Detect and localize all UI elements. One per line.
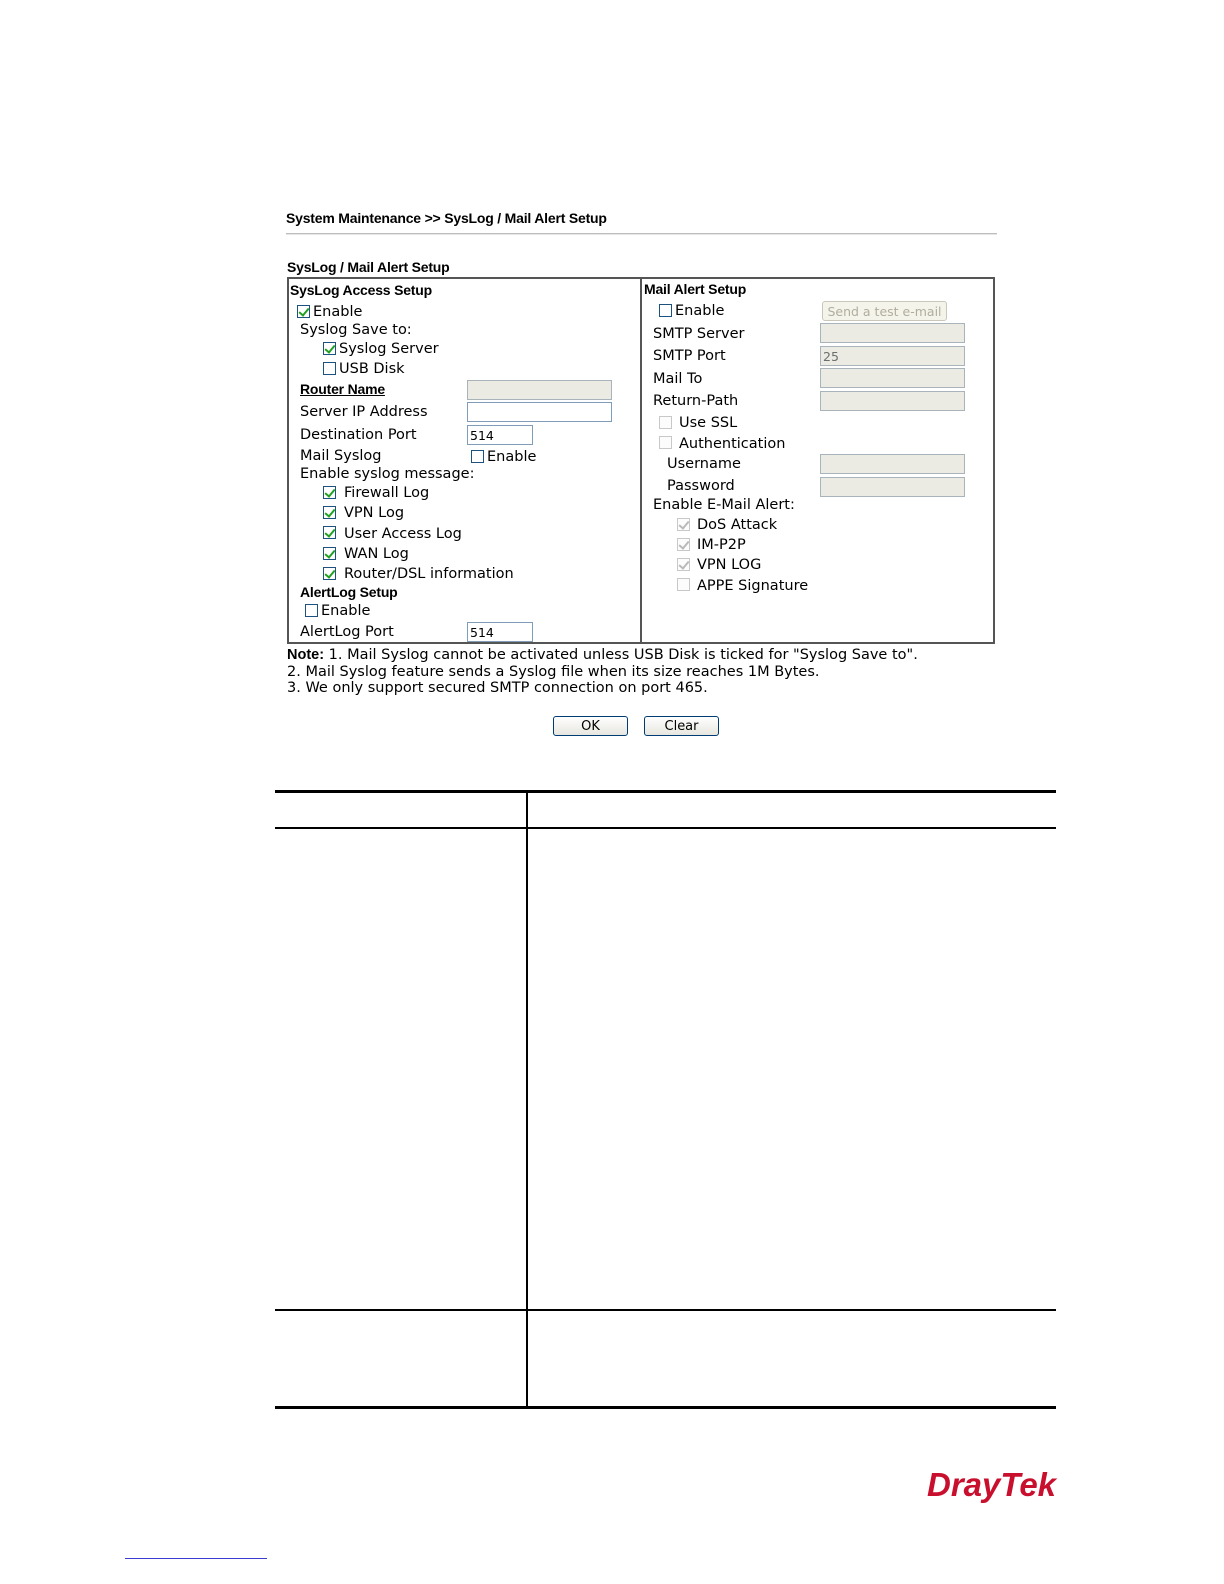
destination-port-input[interactable] <box>467 425 533 445</box>
table-column-divider <box>526 792 528 1408</box>
password-input[interactable] <box>820 477 965 497</box>
syslog-server-checkbox[interactable] <box>323 342 336 355</box>
enable-email-alert-label: Enable E-Mail Alert: <box>653 497 795 513</box>
mail-alert-title: Mail Alert Setup <box>644 281 747 297</box>
dos-attack-label: DoS Attack <box>697 517 778 533</box>
smtp-server-label: SMTP Server <box>653 326 745 342</box>
enable-syslog-message-label: Enable syslog message: <box>300 466 475 482</box>
vpn-log-alert-label: VPN LOG <box>697 557 762 573</box>
alertlog-port-label: AlertLog Port <box>300 624 394 640</box>
wan-log-label: WAN Log <box>344 546 409 562</box>
notes <box>287 647 918 697</box>
usb-disk-label: USB Disk <box>339 361 405 377</box>
appe-signature-label: APPE Signature <box>697 578 809 594</box>
mail-to-input[interactable] <box>820 368 965 388</box>
note-prefix: Note: <box>287 647 325 663</box>
table-row-rule <box>275 1309 1056 1311</box>
router-dsl-info-label: Router/DSL information <box>344 566 514 582</box>
note-line-2: 2. Mail Syslog feature sends a Syslog file when its size reaches 1M Bytes. <box>287 663 820 680</box>
clear-button[interactable]: Clear <box>644 716 719 736</box>
mail-enable-checkbox[interactable] <box>659 304 672 317</box>
table-header-rule <box>275 827 1056 829</box>
syslog-save-to-label: Syslog Save to: <box>300 322 412 338</box>
table-bottom-rule <box>275 1406 1056 1409</box>
user-access-log-checkbox[interactable] <box>323 526 336 539</box>
alertlog-port-input[interactable] <box>467 622 533 642</box>
password-label: Password <box>667 478 735 494</box>
server-ip-label: Server IP Address <box>300 404 428 420</box>
syslog-enable-label: Enable <box>313 304 363 320</box>
note-line-3: 3. We only support secured SMTP connection on port 465. <box>287 680 708 696</box>
return-path-input[interactable] <box>820 391 965 411</box>
username-label: Username <box>667 456 741 472</box>
breadcrumb: System Maintenance >> SysLog / Mail Alert Setup <box>286 210 607 226</box>
firewall-log-label: Firewall Log <box>344 485 430 501</box>
smtp-port-input[interactable] <box>820 346 965 366</box>
use-ssl-checkbox[interactable] <box>659 416 672 429</box>
im-p2p-checkbox[interactable] <box>677 538 690 551</box>
send-test-email-button[interactable]: Send a test e-mail <box>822 301 947 321</box>
user-access-log-label: User Access Log <box>344 526 462 542</box>
smtp-server-input[interactable] <box>820 323 965 343</box>
breadcrumb-divider <box>286 233 997 235</box>
return-path-label: Return-Path <box>653 393 739 409</box>
draytek-logo <box>925 1462 1060 1507</box>
table-top-rule <box>275 790 1056 793</box>
use-ssl-label: Use SSL <box>679 415 738 431</box>
section-title: SysLog / Mail Alert Setup <box>287 259 450 275</box>
panel-divider <box>640 279 642 643</box>
usb-disk-checkbox[interactable] <box>323 362 336 375</box>
mail-syslog-checkbox[interactable] <box>471 450 484 463</box>
mail-syslog-label: Mail Syslog <box>300 448 382 464</box>
vpn-log-alert-checkbox[interactable] <box>677 558 690 571</box>
alertlog-enable-checkbox[interactable] <box>305 604 318 617</box>
dos-attack-checkbox[interactable] <box>677 518 690 531</box>
server-ip-input[interactable] <box>467 402 612 422</box>
appe-signature-checkbox[interactable] <box>677 578 690 591</box>
alertlog-setup-title: AlertLog Setup <box>300 584 398 600</box>
mail-enable-label: Enable <box>675 303 725 319</box>
vpn-log-label: VPN Log <box>344 505 405 521</box>
vpn-log-checkbox[interactable] <box>323 506 336 519</box>
mail-syslog-enable-label: Enable <box>487 449 537 465</box>
firewall-log-checkbox[interactable] <box>323 486 336 499</box>
logo-text: DrayTek <box>927 1466 1057 1503</box>
smtp-port-label: SMTP Port <box>653 348 726 364</box>
ok-button[interactable]: OK <box>553 716 628 736</box>
wan-log-checkbox[interactable] <box>323 547 336 560</box>
mail-to-label: Mail To <box>653 371 703 387</box>
destination-port-label: Destination Port <box>300 427 417 443</box>
footer-link-underline <box>125 1558 267 1559</box>
router-dsl-info-checkbox[interactable] <box>323 567 336 580</box>
syslog-access-title: SysLog Access Setup <box>290 282 432 298</box>
authentication-checkbox[interactable] <box>659 436 672 449</box>
alertlog-enable-label: Enable <box>321 603 371 619</box>
router-name-label: Router Name <box>300 381 385 397</box>
syslog-enable-checkbox[interactable] <box>297 305 310 318</box>
router-name-input[interactable] <box>467 380 612 400</box>
syslog-server-label: Syslog Server <box>339 341 439 357</box>
im-p2p-label: IM-P2P <box>697 537 746 553</box>
username-input[interactable] <box>820 454 965 474</box>
authentication-label: Authentication <box>679 436 786 452</box>
note-line-1: 1. Mail Syslog cannot be activated unless USB Disk is ticked for "Syslog Save to". <box>324 647 918 663</box>
